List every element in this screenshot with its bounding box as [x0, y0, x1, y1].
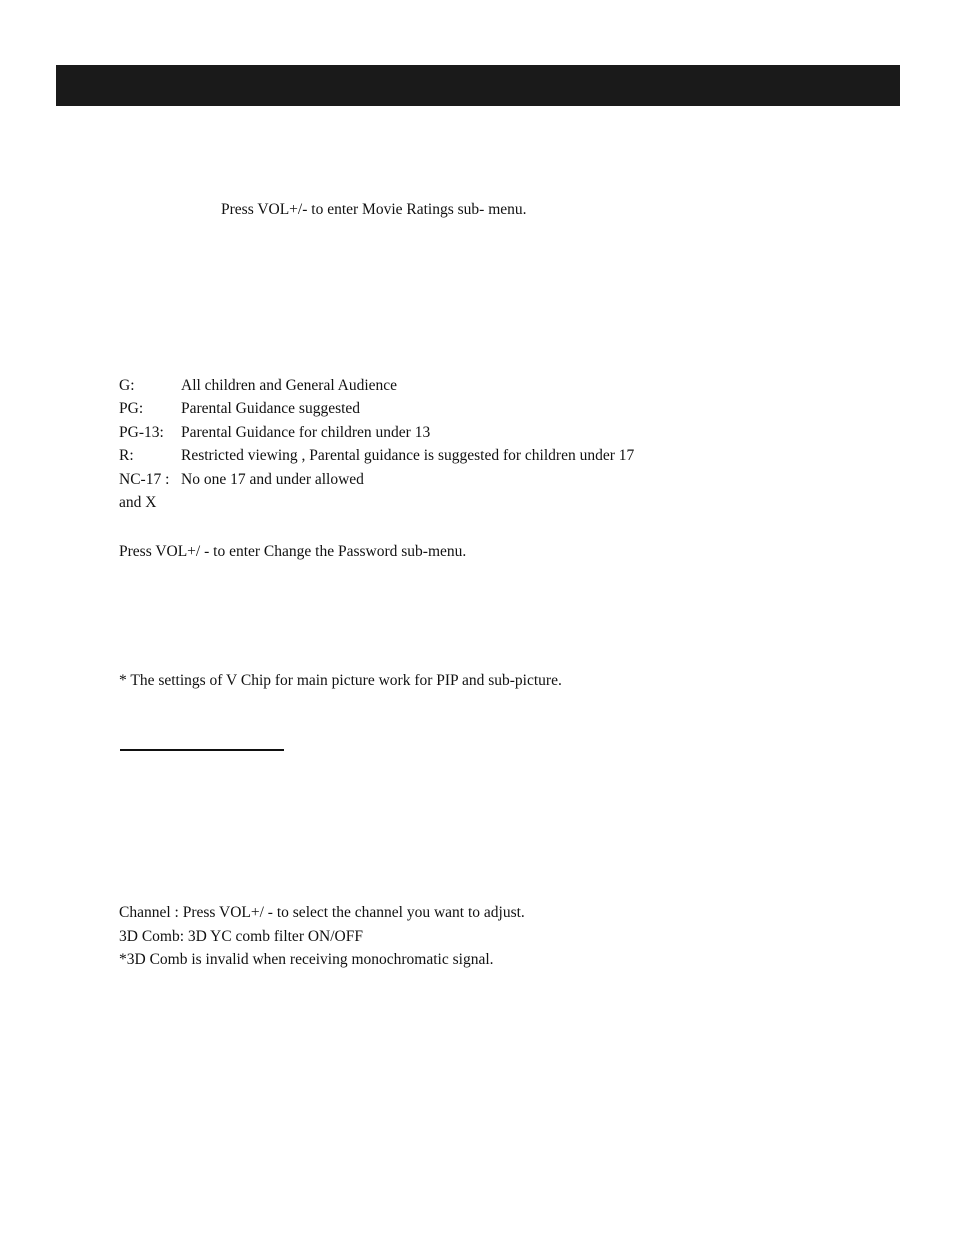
rating-code: PG-13: [119, 424, 164, 441]
rating-code: G: [119, 377, 135, 394]
rating-description: Restricted viewing , Parental guidance is suggested for children under 17 [181, 447, 635, 464]
rating-description: All children and General Audience [181, 377, 398, 394]
comb-line: 3D Comb: 3D YC comb filter ON/OFF [119, 928, 363, 945]
comb-note: *3D Comb is invalid when receiving monochromatic signal. [119, 951, 494, 968]
rating-code: and X [119, 494, 157, 511]
rating-description: Parental Guidance for children under 13 [181, 424, 431, 441]
rating-row-pg [119, 399, 360, 419]
rating-description: No one 17 and under allowed [181, 471, 364, 488]
rating-row-g [119, 376, 397, 396]
rating-row-x [119, 493, 181, 513]
rating-description: Parental Guidance suggested [181, 400, 361, 417]
rating-row-r [119, 446, 634, 466]
rating-row-nc17 [119, 470, 364, 490]
vchip-note: * The settings of V Chip for main picture work for PIP and sub-picture. [119, 672, 562, 689]
movie-ratings-intro: Press VOL+/- to enter Movie Ratings sub- menu. [221, 201, 527, 218]
channel-line: Channel : Press VOL+/ - to select the channel you want to adjust. [119, 904, 525, 921]
change-password-text: Press VOL+/ - to enter Change the Password sub-menu. [119, 543, 467, 560]
rating-code: NC-17 : [119, 471, 170, 488]
section-header-bar [56, 65, 900, 106]
section-underline [120, 749, 284, 751]
rating-code: R: [119, 447, 134, 464]
rating-code: PG: [119, 400, 144, 417]
rating-row-pg13 [119, 423, 430, 443]
